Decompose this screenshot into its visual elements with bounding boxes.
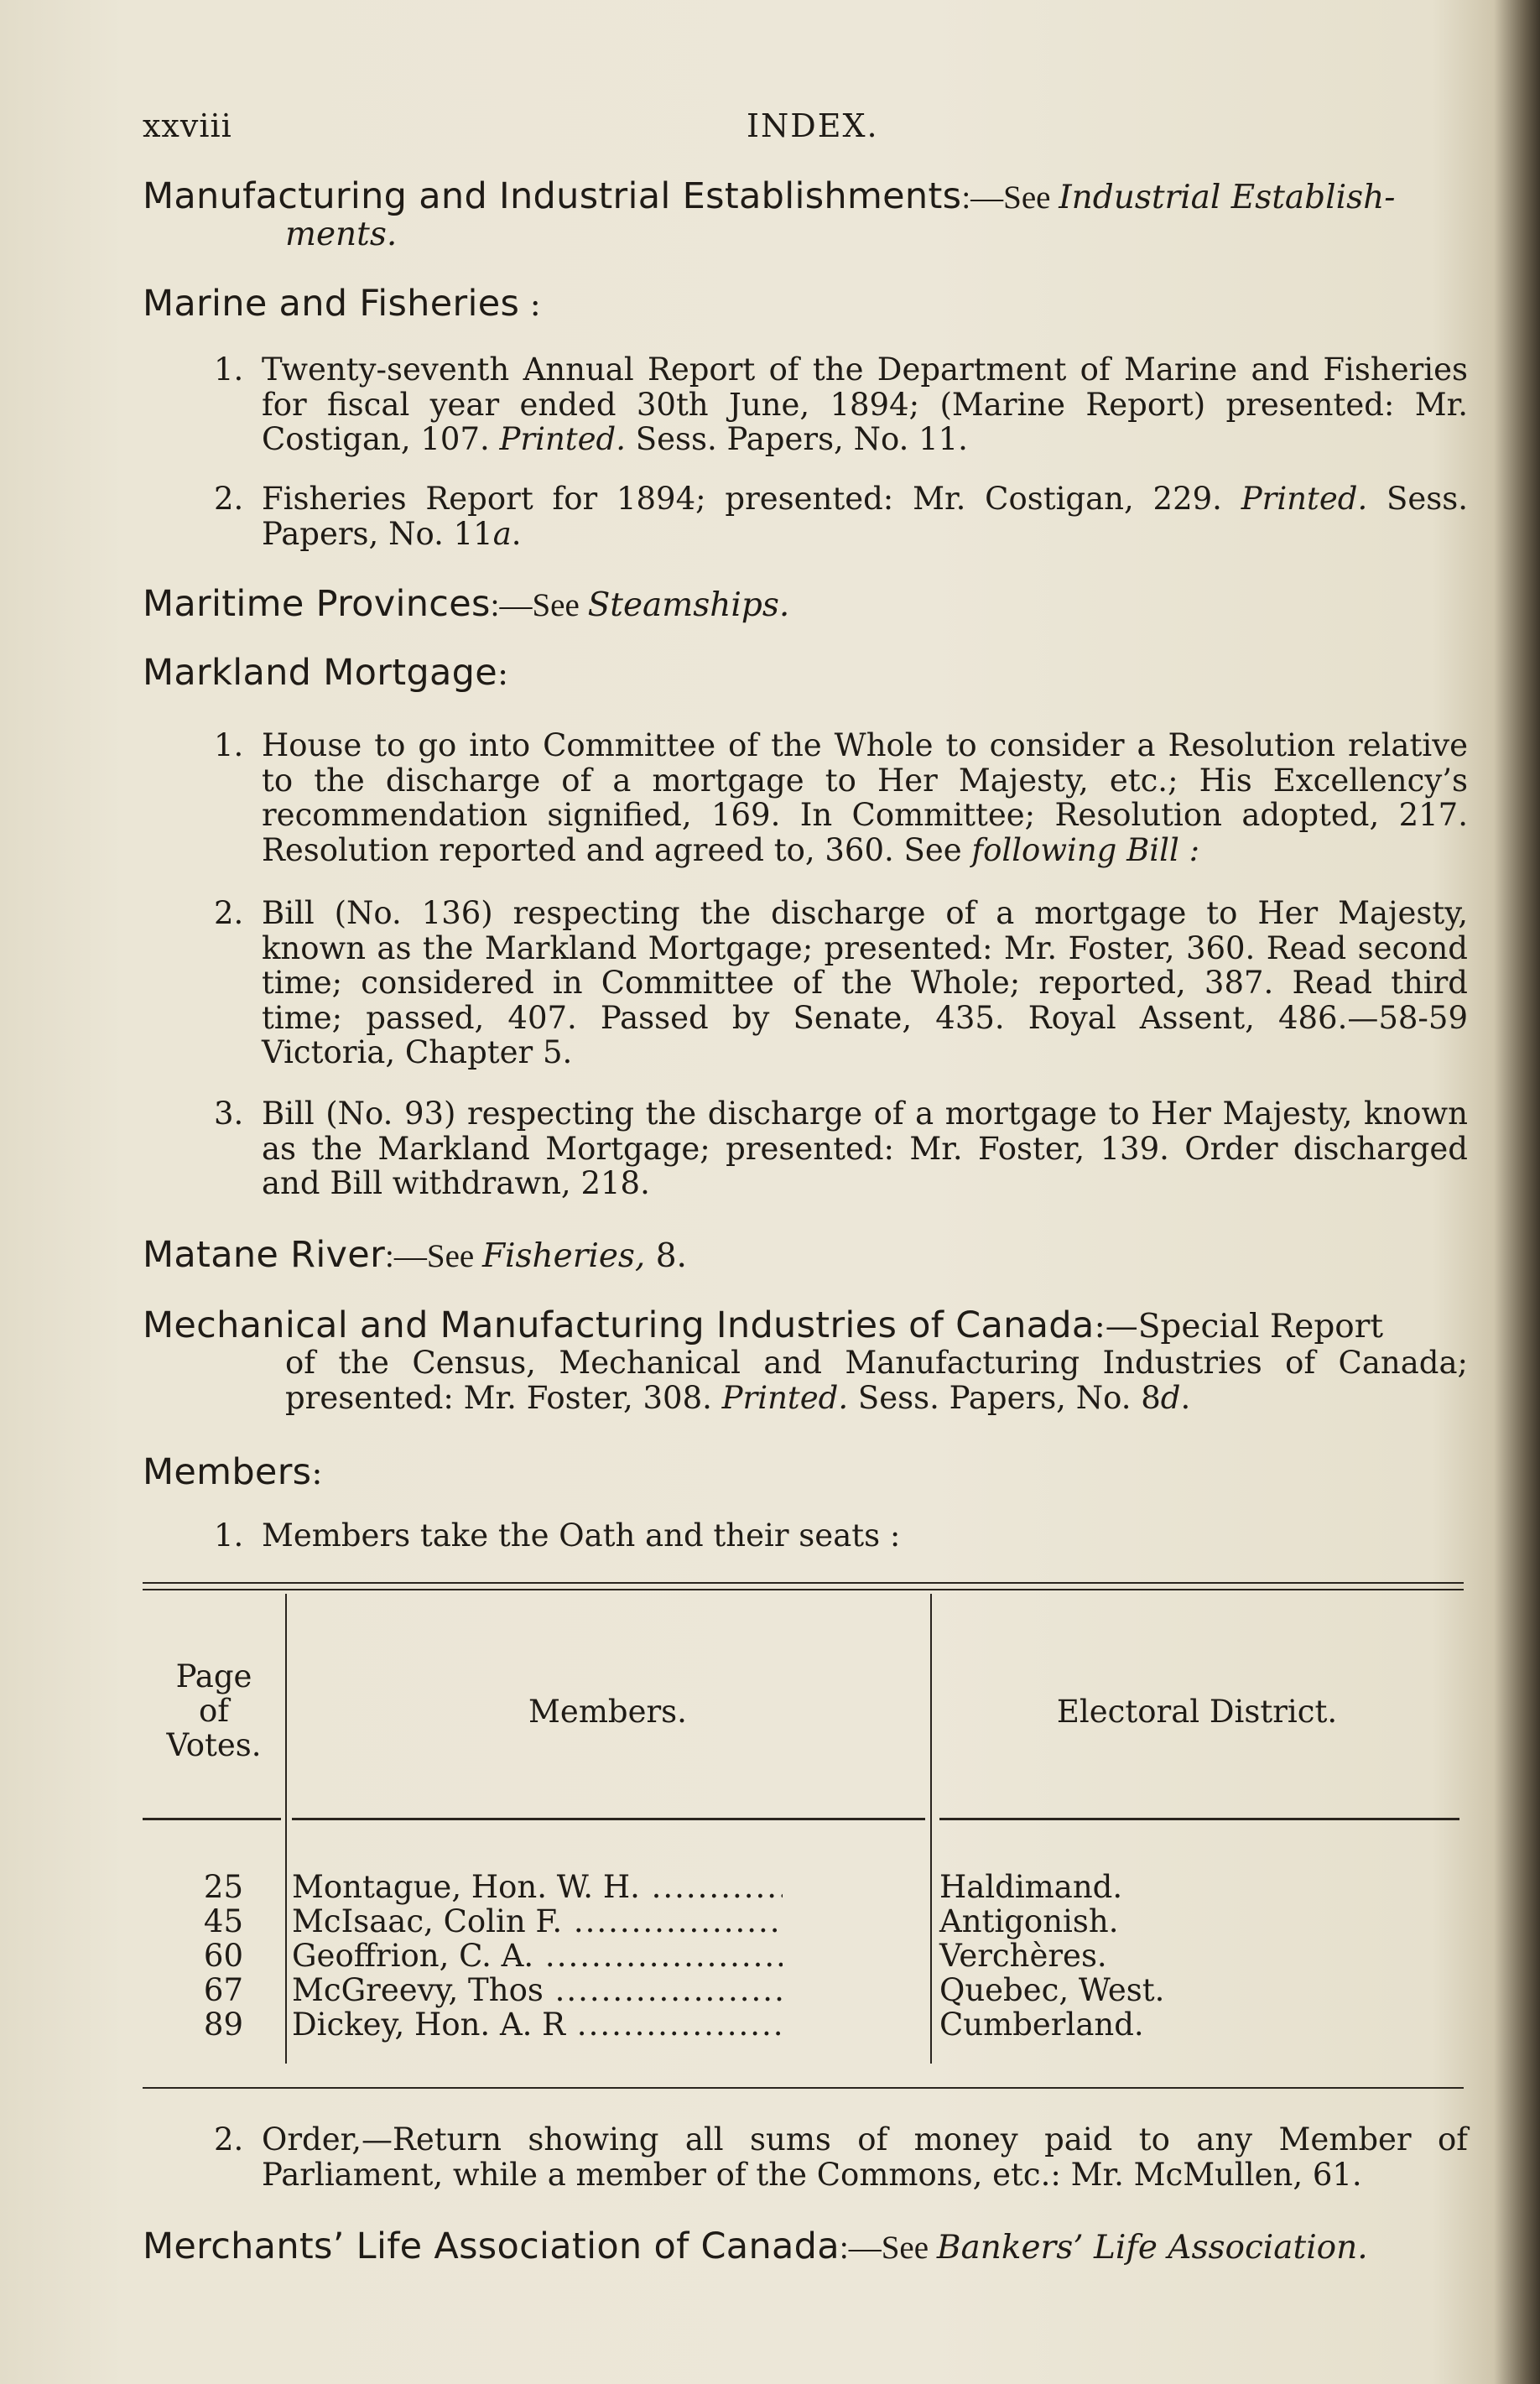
item-tail: Sess. Papers, No. 11. [635, 421, 968, 457]
members-item-2 [214, 2122, 1468, 2192]
item-tail-end: . [511, 515, 522, 552]
cross-reference: Steamships. [587, 586, 790, 624]
table-row [143, 1869, 1464, 1903]
cross-reference-continued: ments. [285, 216, 398, 253]
table-row [143, 1972, 1464, 2007]
column-header-members: Members. [528, 1694, 687, 1730]
electoral-district: Antigonish. [939, 1903, 1119, 1939]
members-table [143, 1577, 1464, 2093]
reference-page: 8. [645, 1237, 687, 1275]
entry-tail-italic: d [1160, 1379, 1181, 1416]
entry-heading: Mechanical and Manufacturing Industries of Canada [143, 1304, 1095, 1346]
table-top-rule [143, 1582, 1464, 1584]
entry-text-continued [143, 1346, 1468, 1415]
entry-heading: Marine and Fisheries [143, 283, 520, 325]
member-name: Dickey, Hon. A. R ..... [292, 2007, 783, 2043]
header-underline [143, 1818, 281, 1820]
cross-reference: Industrial Establish- [1059, 179, 1396, 216]
colon: : [497, 655, 509, 693]
see-text: :—See [839, 2230, 937, 2266]
item-text: Bill (No. 136) respecting the discharge of a mortgage to Her Majesty, known as the Markland Mortgage; presented: Mr. Foster, 360. Read second time; considered in Committee of the Whole; reported, 387. Read third time; passed, 407. Passed by Senate, 435. Royal Assent, 486.—58-59 Victoria, Chapter 5. [262, 895, 1468, 1070]
entry-body: of the Census, Mechanical and Manufacturing Industries of Canada; presented: Mr. Foster, 308. [285, 1345, 1468, 1416]
entry-heading: Members [143, 1451, 312, 1493]
item-number: 2. [214, 895, 244, 931]
index-entry-members [143, 1451, 1468, 1493]
index-entry-mechanical [143, 1304, 1468, 1416]
electoral-district: Haldimand. [939, 1869, 1123, 1905]
index-entry-marine [143, 285, 1468, 324]
page-of-votes: 67 [203, 1972, 243, 2008]
members-item-1 [214, 1518, 1468, 1554]
item-text [214, 352, 1468, 457]
header-underline [292, 1818, 925, 1820]
table-bottom-rule [143, 2087, 1464, 2089]
table-row [143, 1903, 1464, 1938]
markland-item-2 [214, 896, 1468, 1070]
member-name: McIsaac, Colin F. ..... [292, 1903, 783, 1939]
entry-heading: Manufacturing and Industrial Establishments [143, 175, 962, 217]
entry-heading: Markland Mortgage [143, 652, 497, 694]
marine-item-1 [214, 352, 1468, 457]
entry-tail: Sess. Papers, No. 8 [848, 1379, 1161, 1416]
cross-reference: following Bill : [971, 831, 1200, 868]
printed-label: Printed. [499, 421, 626, 457]
item-text: Members take the Oath and their seats : [262, 1517, 901, 1554]
entry-heading: Merchants’ Life Association of Canada [143, 2225, 840, 2267]
member-name: Montague, Hon. W. H. ..... [292, 1869, 783, 1905]
entry-text: :—Special Report [1094, 1308, 1384, 1346]
item-number: 1. [214, 727, 244, 763]
item-text [214, 481, 1468, 551]
colon: : [311, 1455, 323, 1492]
electoral-district: Verchères. [939, 1938, 1107, 1974]
page-of-votes: 60 [203, 1938, 243, 1974]
item-text: Order,—Return showing all sums of money paid to any Member of Parliament, while a member of the Commons, etc.: Mr. McMullen, 61. [262, 2121, 1468, 2193]
page-header [143, 107, 1468, 149]
colon: : [529, 286, 541, 324]
item-tail-italic: a [492, 515, 512, 552]
cross-reference: Fisheries, [481, 1237, 646, 1275]
page-of-votes: 89 [203, 2007, 243, 2043]
page-of-votes: 45 [203, 1903, 243, 1939]
item-number: 1. [214, 1517, 244, 1554]
see-text: :—See [961, 180, 1059, 216]
marine-item-2 [214, 481, 1468, 551]
table-top-rule-2 [143, 1589, 1464, 1590]
page-of-votes: 25 [203, 1869, 243, 1905]
item-body: House to go into Committee of the Whole to consider a Resolution relative to the discharge of a mortgage to Her Majesty, etc.; His Excellency’s recommendation signified, 169. In Committee; Resolution adopted, 217. Resolution reported and agreed to, 360. See [262, 727, 1468, 868]
see-text: :—See [385, 1238, 482, 1274]
item-tail: Sess. Papers, No. 11 [262, 481, 1469, 552]
electoral-district: Cumberland. [939, 2007, 1144, 2043]
page-title: INDEX. [747, 107, 879, 144]
item-text: Bill (No. 93) respecting the discharge of a mortgage to Her Majesty, known as the Markland Mortgage; presented: Mr. Foster, 139. Order discharged and Bill withdrawn, 218. [262, 1096, 1468, 1201]
item-body: Fisheries Report for 1894; presented: Mr. Costigan, 229. [262, 481, 1222, 517]
item-number: 1. [214, 351, 244, 388]
member-name: McGreevy, Thos ..... [292, 1972, 783, 2008]
cross-reference: Bankers’ [936, 2229, 1084, 2267]
printed-label: Printed. [721, 1379, 849, 1416]
item-text [214, 728, 1468, 867]
index-entry-matane [143, 1236, 1468, 1275]
page-number: xxviii [143, 107, 232, 144]
index-entry-markland [143, 654, 1468, 693]
index-entry-manufacturing [143, 175, 1468, 253]
printed-label: Printed. [1241, 481, 1368, 517]
item-number: 2. [214, 481, 244, 517]
header-underline [939, 1818, 1459, 1820]
table-row [143, 2007, 1464, 2041]
see-text: :—See [490, 587, 588, 623]
column-header-district: Electoral District. [1056, 1694, 1338, 1730]
item-number: 2. [214, 2121, 244, 2158]
entry-heading: Maritime Provinces [143, 583, 491, 625]
entry-tail-end: . [1180, 1379, 1191, 1416]
column-header-page: Page of Votes. [166, 1658, 262, 1763]
item-body: Twenty-seventh Annual Report of the Department of Marine and Fisheries for fiscal year ended 30th June, 1894; (Marine Report) presented: Mr. Costigan, 107. [262, 351, 1468, 457]
member-name: Geoffrion, C. A. ..... [292, 1938, 783, 1974]
table-row [143, 1938, 1464, 1972]
markland-item-3 [214, 1096, 1468, 1201]
markland-item-1 [214, 728, 1468, 867]
index-entry-maritime [143, 583, 1468, 625]
electoral-district: Quebec, West. [939, 1972, 1165, 2008]
index-entry-merchants [143, 2225, 1468, 2267]
entry-heading: Matane River [143, 1234, 386, 1276]
item-number: 3. [214, 1096, 244, 1132]
cross-reference-continued: Life Association. [1083, 2229, 1368, 2267]
